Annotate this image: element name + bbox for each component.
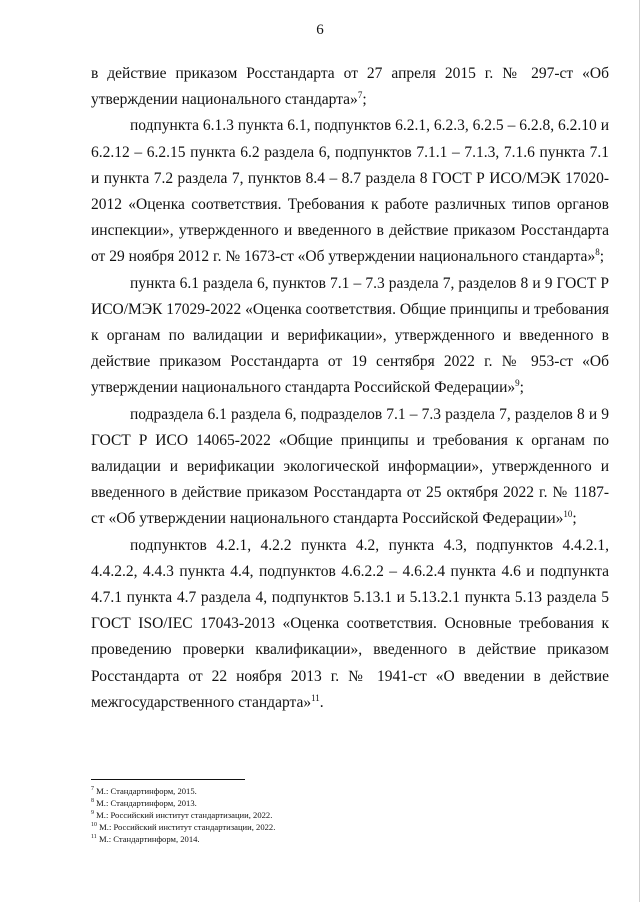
footnote-number: 7 <box>91 786 94 793</box>
paragraph-tail: . <box>319 693 324 711</box>
footnote-text: М.: Российский институт стандартизации, 2022. <box>99 822 276 832</box>
paragraph-tail: ; <box>572 510 577 528</box>
paragraph-1 <box>91 61 609 113</box>
footnote-number: 8 <box>91 798 94 805</box>
footnote-item <box>91 833 609 845</box>
footnote-ref: 10 <box>563 509 573 520</box>
footnote-text: М.: Стандартинформ, 2015. <box>96 786 197 796</box>
body-text <box>91 61 609 716</box>
paragraph-text: в действие приказом Росстандарта от 27 апреля 2015 г. № 297-ст «Об утверждении национального стандарта» <box>91 65 609 109</box>
footnote-separator <box>91 779 245 780</box>
paragraph-tail: ; <box>599 248 605 266</box>
paragraph-text: пункта 6.1 раздела 6, пунктов 7.1 – 7.3 раздела 7, разделов 8 и 9 ГОСТ Р ИСО/МЭК 17029-2022 «Оценка соответствия. Общие принципы и требования к органам по валидации и верификации», утвержденного и введенного в действие приказом Росстандарта от 19 сентября 2022 г. № 953-ст «Об утверждении национального стандарта Российской Федерации» <box>91 274 609 397</box>
footnote-text: М.: Стандартинформ, 2014. <box>98 834 200 844</box>
footnote-item <box>91 809 609 821</box>
paragraph-tail: ; <box>519 379 524 397</box>
paragraph-4 <box>91 402 609 533</box>
footnote-item <box>91 797 609 809</box>
footnote-text: М.: Стандартинформ, 2013. <box>96 798 197 808</box>
footnote-item <box>91 821 609 833</box>
paragraph-text: подпункта 6.1.3 пункта 6.1, подпунктов 6.2.1, 6.2.3, 6.2.5 – 6.2.8, 6.2.10 и 6.2.12 – 6.2.15 пункта 6.2 раздела 6, подпунктов 7.1.1 – 7.1.3, 7.1.6 пункта 7.1 и пункта 7.2 раздела 7, пунктов 8.4 – 8.7 раздела 8 ГОСТ Р ИСО/МЭК 17020-2012 «Оценка соответствия. Требования к работе различных типов органов инспекции», утвержденного и введенного в действие приказом Росстандарта от 29 ноября 2012 г. № 1673-ст «Об утверждении национального стандарта» <box>91 117 609 266</box>
footnote-item <box>91 785 609 797</box>
paragraph-tail: ; <box>362 91 367 109</box>
footnote-ref: 11 <box>311 692 320 703</box>
footnote-ref: 7 <box>357 90 363 101</box>
paragraph-2 <box>91 113 609 270</box>
paragraph-text: подпунктов 4.2.1, 4.2.2 пункта 4.2, пункта 4.3, подпунктов 4.4.2.1, 4.4.2.2, 4.4.3 пункта 4.4, подпунктов 4.6.2.2 – 4.6.2.4 пункта 4.6 и подпункта 4.7.1 пункта 4.7 раздела 4, подпунктов 5.13.1 и 5.13.2.1 пункта 5.13 раздела 5 ГОСТ ISO/IEC 17043-2013 «Оценка соответствия. Основные требования к проведению проверки квалификации», введенного в действие приказом Росстандарта от 22 ноября 2013 г. № 1941-ст «О введении в действие межгосударственного стандарта» <box>91 536 609 711</box>
footnote-text: М.: Российский институт стандартизации, 2022. <box>96 810 273 820</box>
paragraph-5 <box>91 533 609 716</box>
footnote-number: 10 <box>91 822 97 829</box>
footnotes <box>91 785 609 845</box>
paragraph-3 <box>91 271 609 402</box>
page-number: 6 <box>316 22 324 38</box>
footnote-number: 11 <box>91 834 97 841</box>
footnote-number: 9 <box>91 810 94 817</box>
paragraph-text: подраздела 6.1 раздела 6, подразделов 7.1 – 7.3 раздела 7, разделов 8 и 9 ГОСТ Р ИСО 14065-2022 «Общие принципы и требования к органам по валидации и верификации экологической информации», утвержденного и введенного в действие приказом Росстандарта от 25 октября 2022 г. № 1187-ст «Об утверждении национального стандарта Российской Федерации» <box>91 405 609 528</box>
footnote-ref: 9 <box>515 378 520 389</box>
footnote-ref: 8 <box>595 247 600 258</box>
